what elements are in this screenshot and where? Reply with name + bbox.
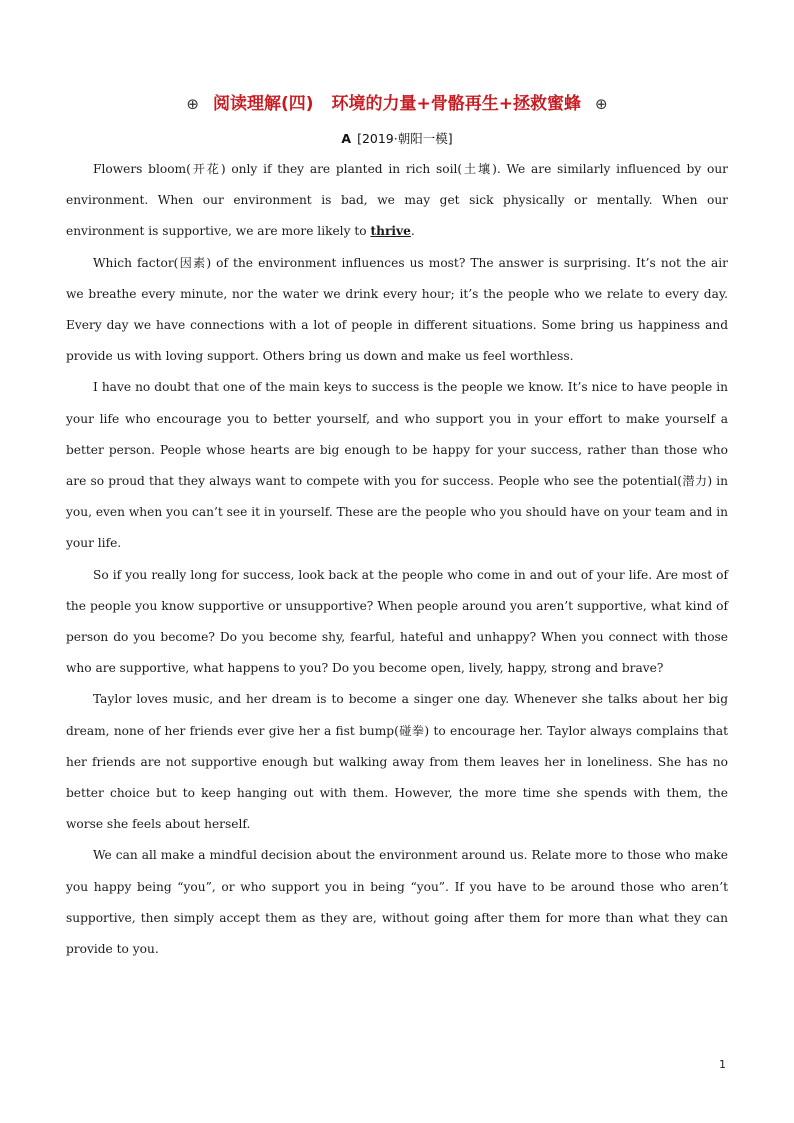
paragraph-3: I have no doubt that one of the main keys to success is the people we know. It’s nice to have people in your life who encourage you to better yourself, and who support you in your effort to make yourself a better person. People whose hearts are big enough to be happy for your success, rather than those who are so proud that they always want to compete with you for success. People who see the potential(潜力) in you, even when you can’t see it in yourself. These are the people who you should have on your team and in your life. bbox=[66, 380, 728, 551]
section-source: [2019·朝阳一模] bbox=[357, 131, 453, 146]
circle-plus-icon: ⊕ bbox=[186, 95, 199, 113]
page-title bbox=[0, 89, 794, 114]
paragraph-5: Taylor loves music, and her dream is to become a singer one day. Whenever she talks about her big dream, none of her friends ever give her a fist bump(碰拳) to encourage her. Taylor always complains that her friends are not supportive enough but walking away from them leaves her in loneliness. She has no better choice but to keep hanging out with them. However, the more time she spends with them, the worse she feels about herself. bbox=[66, 692, 728, 832]
page-number: 1 bbox=[719, 1058, 726, 1071]
paragraph-2: Which factor(因素) of the environment influences us most? The answer is surprising. It’s not the air we breathe every minute, nor the water we drink every hour; it’s the people who we relate to every day. Every day we have connections with a lot of people in different situations. Some bring us happiness and provide us with loving support. Others bring us down and make us feel worthless. bbox=[66, 255, 728, 364]
title-part-2: 环境的力量+骨骼再生+拯救蜜蜂 bbox=[331, 94, 582, 114]
paragraph-1-end: . bbox=[410, 224, 415, 239]
section-label: A bbox=[341, 131, 352, 146]
section-heading bbox=[0, 129, 794, 147]
title-part-1: 阅读理解(四) bbox=[212, 94, 314, 114]
paragraph-1-text: Flowers bloom(开花) only if they are planted in rich soil(土壤). We are similarly influenced by our environment. When our environment is bad, we may get sick physically or mentally. When our environment is supportive, we are more likely to bbox=[66, 162, 728, 239]
keyword-thrive: thrive bbox=[370, 224, 411, 239]
circle-plus-icon: ⊕ bbox=[595, 95, 608, 113]
passage bbox=[66, 154, 728, 965]
paragraph-1 bbox=[66, 154, 728, 248]
paragraph-4: So if you really long for success, look back at the people who come in and out of your life. Are most of the people you know supportive or unsupportive? When people around you aren’t supportive, what kind of person do you become? Do you become shy, fearful, hateful and unhappy? When you connect with those who are supportive, what happens to you? Do you become open, lively, happy, strong and brave? bbox=[66, 567, 728, 676]
paragraph-6: We can all make a mindful decision about the environment around us. Relate more to those who make you happy being “you”, or who support you in being “you”. If you have to be around those who aren’t supportive, then simply accept them as they are, without going after them for more than what they can provide to you. bbox=[66, 848, 728, 957]
